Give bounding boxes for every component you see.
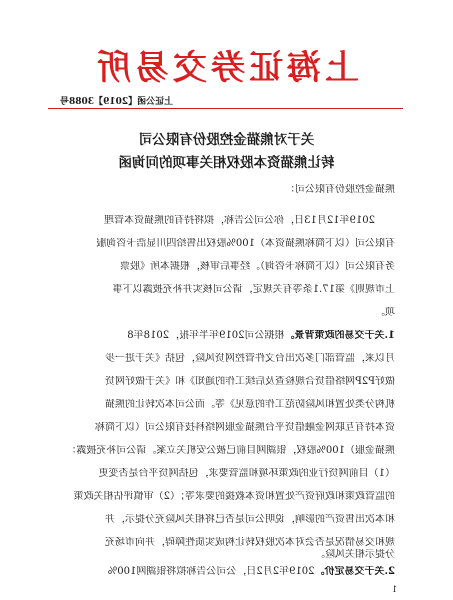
paragraph-line: 上市规则》第17.1条等有关规定，请公司核实并补充披露以下事: [112, 284, 395, 295]
letterhead-divider: [48, 108, 403, 109]
page-number: 1: [391, 585, 397, 594]
section-1-line-1: [40, 330, 395, 342]
paragraph-line: 有限公司（以下简称熊猫资本）100%股权出售给四川显浩卡咨询服: [96, 238, 395, 249]
section-2-line-1: [40, 566, 395, 578]
document-number: 上证公函【2019】3088号: [60, 97, 174, 107]
exchange-letterhead-title: 上海证券交易所: [93, 48, 359, 88]
addressee: 熊猫金控股份有限公司：: [285, 184, 395, 195]
section-2-text: 2019年2月2日，公司公告称拟将银湖网100%: [107, 566, 315, 577]
paragraph-line: 务有限公司（以下简称卡咨询）。经事后审核，根据本所《股票: [120, 261, 395, 272]
paragraph-line: （1）目前网贷行业的政策环境和监管要求，包括网贷平台是否变更: [98, 468, 395, 479]
paragraph-line: 资本持有互联网金融借贷平台熊猫金服网络科技有限公司（以下简称: [95, 422, 395, 433]
section-1-heading: 1.关于交易的政策背景。: [284, 330, 395, 341]
paragraph-line: 项。: [375, 307, 395, 318]
paragraph-line: 分提示相关风险。: [315, 549, 395, 560]
section-2-heading: 2.关于交易定价。: [314, 566, 395, 577]
document-title-line-2: 转让熊猫资本股权相关事项的问询函: [118, 155, 335, 171]
paragraph-line: 做好P2P网络借贷合规检查及后续工作的通知》和《关于做好网贷: [105, 376, 395, 387]
paragraph-line: 熊猫金服）100%股权，银湖网目前已被公安机关立案。请公司补充披露：: [66, 445, 395, 456]
section-1-text: 根据公司2019年半年报，2018年8: [127, 330, 285, 341]
paragraph-line: 月以来，监管部门多次出台文件管控网贷风险，包括《关于进一步: [105, 353, 395, 364]
paragraph-line: 规和交易情况是否会对本次股权转让构成实质性障碍，并向市场充: [105, 537, 395, 548]
document-title-line-1: 关于对熊猫金控股份有限公司: [138, 132, 315, 148]
paragraph-line: 的监管政策和政府资产处置和资本救援的要求等；（2）审慎评估相关政策: [73, 491, 395, 502]
paragraph-line: 机构分类处置和风险防范工作的意见》等。而公司本次转让的熊猫: [105, 399, 395, 410]
paragraph-line: 和本次出售资产的影响，说明公司是否已将相关风险充分提示，并: [105, 514, 395, 525]
paragraph-line: 2019年12月13日，你公司公告称，拟将持有的熊猫资本管理: [104, 215, 375, 226]
